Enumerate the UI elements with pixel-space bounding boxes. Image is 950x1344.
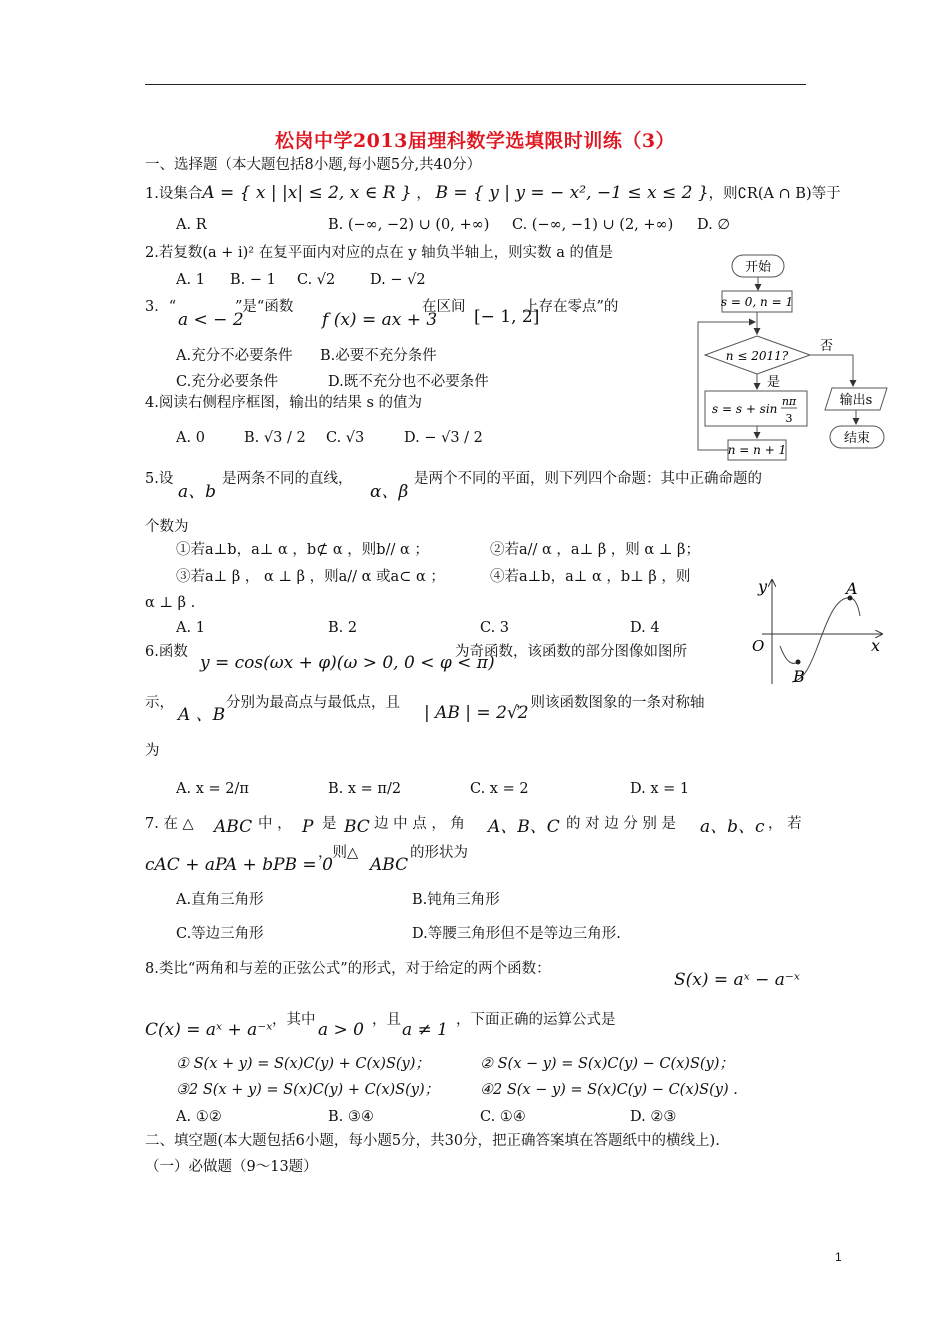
q4-option-a: A. 0 bbox=[176, 430, 205, 446]
q7-stem-d: 边 中 点 ， 角 bbox=[374, 816, 465, 832]
q6-function-graph bbox=[742, 576, 887, 686]
q6-length: | AB | = 2√2 bbox=[424, 703, 529, 723]
q6-option-b: B. x = π/2 bbox=[328, 781, 402, 797]
q3-option-a: A.充分不必要条件 bbox=[176, 348, 293, 364]
q8-stem-d: ，下面正确的运算公式是 bbox=[456, 1012, 616, 1028]
q4-option-c: C. √3 bbox=[326, 430, 365, 446]
q2-option-d: D. − √2 bbox=[370, 272, 426, 288]
q3-condition: a < − 2 bbox=[178, 310, 244, 330]
q8-option-d: D. ②③ bbox=[630, 1109, 677, 1125]
flow-init-label: s = 0, n = 1 bbox=[720, 295, 794, 309]
q7-stem-h: 的形状为 bbox=[410, 845, 468, 861]
q3-stem-a: 3．“ bbox=[145, 299, 177, 315]
q1-option-d: D. ∅ bbox=[697, 217, 730, 233]
q1-set-b: B = { y | y = − x², −1 ≤ x ≤ 2 } bbox=[435, 183, 709, 203]
q6-function: y = cos(ωx + φ)(ω > 0, 0 < φ < π) bbox=[200, 653, 495, 673]
q1-stem: 1.设集合A = { x | |x| ≤ 2, x ∈ R } ， B = { y | y = − x², −1 ≤ x ≤ 2 }，则∁R(A ∩ B)等于 bbox=[145, 183, 841, 203]
flow-no-label: 否 bbox=[820, 339, 834, 354]
q6-option-c: C. x = 2 bbox=[470, 781, 529, 797]
q7-option-a: A.直角三角形 bbox=[176, 892, 264, 908]
q8-condition-1: a > 0 bbox=[318, 1020, 365, 1040]
q6-option-d: D. x = 1 bbox=[630, 781, 690, 797]
q5-prop-4: ④若a⊥b，a⊥ α ，b⊥ β ，则 bbox=[490, 569, 691, 585]
q8-formula-3: ③2 S(x + y) = S(x)C(y) + C(x)S(y)； bbox=[176, 1082, 440, 1098]
q7-option-b: B.钝角三角形 bbox=[412, 892, 500, 908]
q7-option-d: D.等腰三角形但不是等边三角形. bbox=[412, 926, 621, 942]
flow-body-numerator: nπ bbox=[781, 395, 797, 408]
page-number: 1 bbox=[835, 1250, 842, 1264]
q6-stem-a: 6.函数 bbox=[145, 644, 188, 660]
flow-output-label: 输出s bbox=[839, 393, 873, 408]
graph-y-label: y bbox=[758, 577, 768, 596]
q8-stem-b: ，其中 bbox=[272, 1012, 316, 1028]
q7-stem-e: 的 对 边 分 别 是 bbox=[566, 816, 677, 832]
q1-option-b: B. (−∞, −2) ∪ (0, +∞) bbox=[328, 217, 490, 233]
q3-interval: [− 1, 2] bbox=[474, 307, 540, 327]
section1-heading: 一、选择题（本大题包括8小题,每小题5分,共40分） bbox=[145, 157, 482, 173]
q8-condition-2: a ≠ 1 bbox=[402, 1020, 449, 1040]
q6-points: A 、B bbox=[178, 705, 226, 725]
q3-option-c: C.充分必要条件 bbox=[176, 374, 279, 390]
q5-stem-c: 是两个不同的平面，则下列四个命题：其中正确命题的 bbox=[414, 471, 762, 487]
q6-stem-b: 为奇函数，该函数的部分图像如图所 bbox=[455, 644, 687, 660]
graph-origin-label: O bbox=[752, 637, 765, 655]
q5-prop-4-cont: α ⊥ β . bbox=[145, 595, 196, 611]
q8-option-b: B. ③④ bbox=[328, 1109, 374, 1125]
q5-prop-1: ①若a⊥b，a⊥ α ，b⊄ α ，则b// α ； bbox=[176, 542, 429, 558]
q5-option-b: B. 2 bbox=[328, 620, 358, 636]
q4-option-d: D. − √3 / 2 bbox=[404, 430, 483, 446]
q7-stem-g: ，则△ bbox=[318, 845, 359, 861]
q6-stem-e: ，则该函数图象的一条对称轴 bbox=[516, 695, 705, 711]
q6-stem-f: 为 bbox=[145, 743, 160, 759]
q8-formula-2: ② S(x − y) = S(x)C(y) − C(x)S(y)； bbox=[480, 1056, 734, 1072]
q7-stem-c: 是 bbox=[322, 816, 337, 832]
q3-function: f (x) = ax + 3 bbox=[322, 310, 438, 330]
q7-side-bc: BC bbox=[344, 817, 370, 837]
q7-sides: a、b、c bbox=[700, 817, 765, 837]
q7-stem-a: 7. 在 △ bbox=[145, 816, 194, 832]
q5-prop-2: ②若a// α ，a⊥ β ，则 α ⊥ β； bbox=[490, 542, 700, 558]
q3-stem-c: 在区间 bbox=[422, 299, 466, 315]
graph-point-b bbox=[796, 660, 801, 665]
q5-prop-3: ③若a⊥ β ， α ⊥ β ，则a// α 或a⊂ α ； bbox=[176, 569, 445, 585]
q2-option-b: B. − 1 bbox=[230, 272, 276, 288]
q7-triangle: ABC bbox=[214, 817, 253, 837]
graph-a-label: A bbox=[846, 579, 858, 598]
q6-option-a: A. x = 2/π bbox=[176, 781, 249, 797]
q5-stem-d: 个数为 bbox=[145, 519, 189, 535]
q5-lines: a、b bbox=[178, 482, 217, 502]
q8-option-c: C. ①④ bbox=[480, 1109, 526, 1125]
flow-body-label: s = s + sin bbox=[712, 402, 778, 416]
q3-stem-b: ”是“函数 bbox=[235, 299, 294, 315]
flow-start-label: 开始 bbox=[744, 260, 772, 275]
q8-function-s: S(x) = aˣ − a⁻ˣ bbox=[674, 970, 800, 990]
q1-label: 1.设集合 bbox=[145, 186, 203, 202]
page-title: 松岗中学2013届理科数学选填限时训练（3） bbox=[274, 130, 676, 152]
q7-stem-b: 中 ， bbox=[258, 816, 292, 832]
q7-triangle-2: ABC bbox=[370, 855, 409, 875]
q7-equation: cAC + aPA + bPB = 0 bbox=[145, 855, 333, 875]
q2-option-a: A. 1 bbox=[176, 272, 205, 288]
q5-option-c: C. 3 bbox=[480, 620, 510, 636]
q3-option-d: D.既不充分也不必要条件 bbox=[328, 374, 489, 390]
q8-formula-1: ① S(x + y) = S(x)C(y) + C(x)S(y)； bbox=[176, 1056, 430, 1072]
q7-point-p: P bbox=[302, 817, 314, 837]
graph-b-label: B bbox=[793, 667, 805, 686]
q8-stem-c: ，且 bbox=[372, 1012, 401, 1028]
section2-subheading: （一）必做题（9～13题） bbox=[145, 1159, 318, 1175]
top-rule bbox=[145, 84, 806, 85]
q8-formula-4: ④2 S(x − y) = S(x)C(y) − C(x)S(y) . bbox=[480, 1082, 738, 1098]
flow-condition-label: n ≤ 2011? bbox=[725, 349, 789, 363]
flow-body-denominator: 3 bbox=[785, 412, 793, 425]
q5-option-d: D. 4 bbox=[630, 620, 660, 636]
q7-angles: A、B、C bbox=[488, 817, 560, 837]
flowchart bbox=[695, 252, 900, 462]
q6-stem-d: 分别为最高点与最低点，且 bbox=[226, 695, 400, 711]
q5-option-a: A. 1 bbox=[176, 620, 205, 636]
q3-stem-d: 上存在零点”的 bbox=[524, 299, 619, 315]
q8-stem-a: 8.类比“两角和与差的正弦公式”的形式，对于给定的两个函数： bbox=[145, 961, 551, 977]
q7-stem-f: ， 若 bbox=[768, 816, 802, 832]
q7-option-c: C.等边三角形 bbox=[176, 926, 264, 942]
q1-ask: ，则∁R(A ∩ B)等于 bbox=[708, 186, 841, 202]
q5-planes: α、β bbox=[370, 482, 409, 502]
q4-stem: 4.阅读右侧程序框图，输出的结果 s 的值为 bbox=[145, 395, 422, 411]
flow-end-label: 结束 bbox=[843, 431, 871, 446]
flow-increment-label: n = n + 1 bbox=[727, 443, 787, 457]
q8-function-c: C(x) = aˣ + a⁻ˣ bbox=[145, 1020, 273, 1040]
q2-stem: 2.若复数(a + i)² 在复平面内对应的点在 y 轴负半轴上，则实数 a 的值是 bbox=[145, 245, 613, 261]
q1-set-a: A = { x | |x| ≤ 2, x ∈ R } bbox=[202, 183, 412, 203]
q1-option-a: A. R bbox=[176, 217, 207, 233]
q2-option-c: C. √2 bbox=[297, 272, 336, 288]
flow-yes-label: 是 bbox=[767, 375, 781, 390]
graph-x-label: x bbox=[871, 636, 881, 655]
q6-stem-c: 示， bbox=[145, 695, 174, 711]
q3-option-b: B.必要不充分条件 bbox=[320, 348, 437, 364]
q1-option-c: C. (−∞, −1) ∪ (2, +∞) bbox=[512, 217, 674, 233]
q8-option-a: A. ①② bbox=[176, 1109, 222, 1125]
section2-heading: 二、填空题(本大题包括6小题，每小题5分，共30分，把正确答案填在答题纸中的横线上). bbox=[145, 1133, 720, 1149]
q5-stem-a: 5.设 bbox=[145, 471, 174, 487]
q4-option-b: B. √3 / 2 bbox=[244, 430, 306, 446]
q5-stem-b: 是两条不同的直线， bbox=[222, 471, 353, 487]
